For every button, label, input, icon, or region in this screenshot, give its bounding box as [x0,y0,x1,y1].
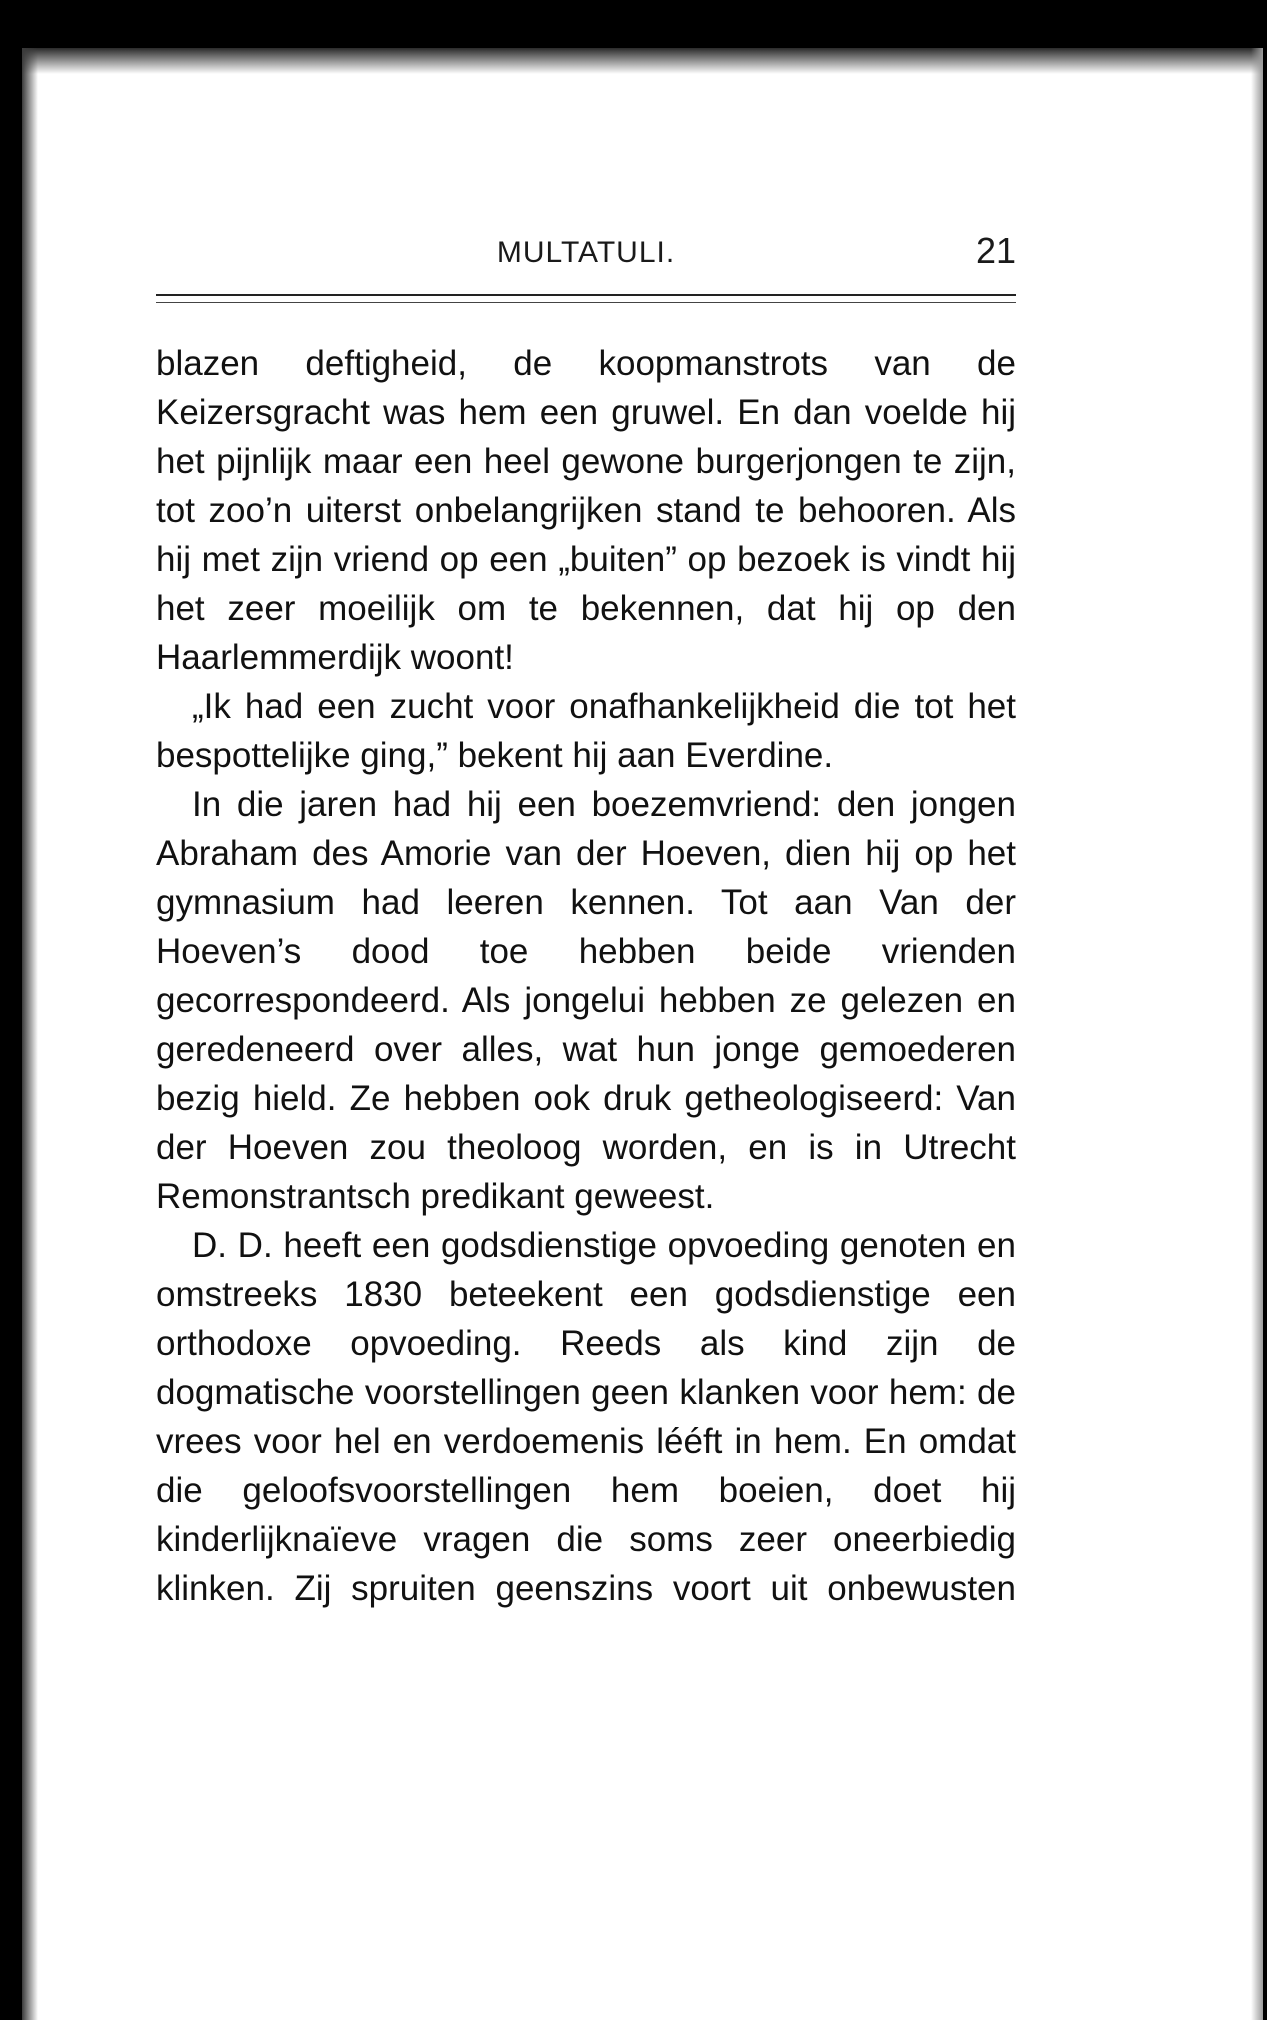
header-rule-thin [156,302,1016,303]
page-number: 21 [975,230,1016,271]
running-head [156,230,1016,282]
body-text [156,339,1016,1613]
paragraph-4: D. D. heeft een godsdienstige opvoeding genoten en omstreeks 1830 beteekent een godsdienstige een orthodoxe opvoeding. Reeds als kind zijn de dogmatische voorstellingen geen klanken voor hem: de vrees voor hel en verdoemenis lééft in hem. En omdat die geloofsvoorstellingen hem boeien, doet hij kinderlijknaïeve vragen die soms zeer oneerbiedig klinken. Zij spruiten geenszins voort uit onbewusten [156,1226,1016,1608]
header-rule [156,294,1016,296]
book-page [156,230,1016,1613]
scan-border-top [0,0,1267,48]
scan-border-right [1263,0,1267,2020]
running-title: MULTATULI. [496,236,676,269]
scan-shadow-top [0,48,1267,74]
paragraph-2: „Ik had een zucht voor onafhankelijkheid die tot het bespottelijke ging,” bekent hij aan Everdine. [156,687,1016,775]
scan-border-left [0,0,22,2020]
paragraph-3: In die jaren had hij een boezemvriend: den jongen Abraham des Amorie van der Hoeven, dien hij op het gymnasium had leeren kennen. Tot aan Van der Hoeven’s dood toe hebben beide vrienden gecorrespondeerd. Als jongelui hebben ze gelezen en geredeneerd over alles, wat hun jonge gemoederen bezig hield. Ze hebben ook druk getheologiseerd: Van der Hoeven zou theoloog worden, en is in Utrecht Remonstrantsch predikant geweest. [156,785,1016,1216]
paragraph-1: blazen deftigheid, de koopmanstrots van de Keizersgracht was hem een gruwel. En dan voelde hij het pijnlijk maar een heel gewone burgerjongen te zijn, tot zoo’n uiterst onbelangrijken stand te behooren. Als hij met zijn vriend op een „buiten” op bezoek is vindt hij het zeer moeilijk om te bekennen, dat hij op den Haarlemmerdijk woont! [156,344,1016,677]
scan-shadow-left [22,48,38,2020]
scan-shadow-right [1251,48,1263,2020]
